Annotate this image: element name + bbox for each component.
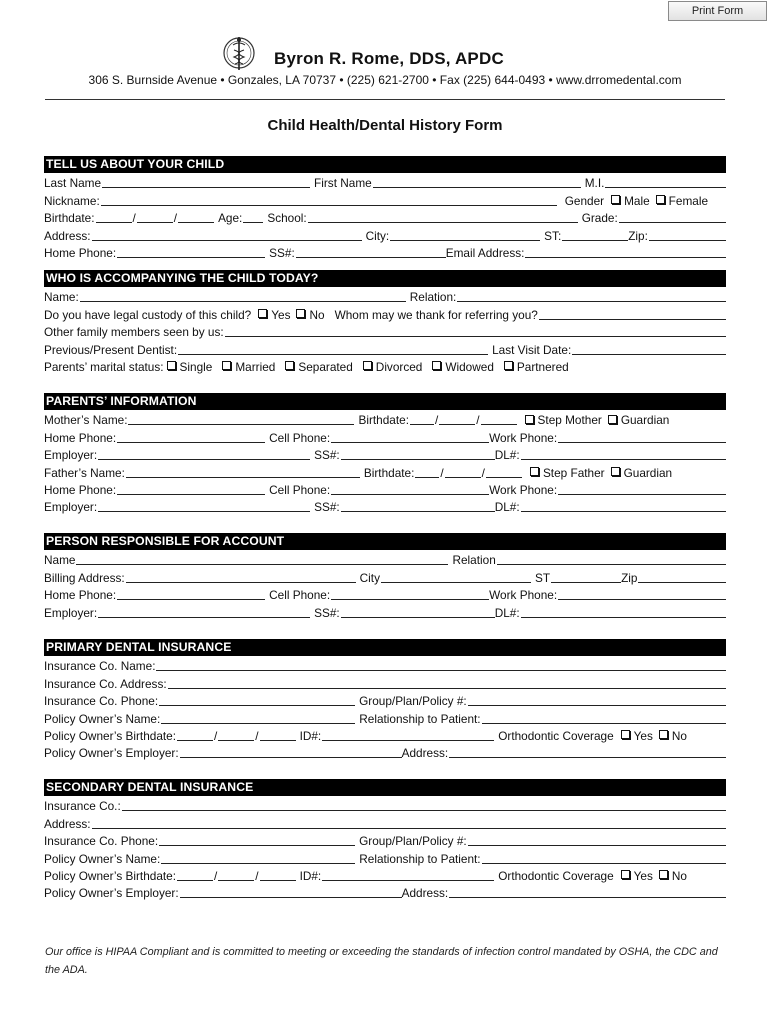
secondary-owner-employer-field[interactable]	[180, 886, 402, 898]
responsible-relation-field[interactable]	[497, 553, 726, 565]
label-secondary-relationship: Relationship to Patient:	[359, 851, 481, 866]
label-father-home-phone: Home Phone:	[44, 482, 117, 497]
label-city: City:	[365, 228, 390, 243]
primary-address-field[interactable]	[449, 746, 726, 758]
father-birth-year-field[interactable]	[486, 466, 522, 478]
label-primary-ins-phone: Insurance Co. Phone:	[44, 694, 159, 709]
section-responsible	[44, 533, 726, 620]
primary-owner-name-field[interactable]	[161, 712, 355, 724]
label-mi: M.I.	[584, 176, 605, 191]
label-mother-work-phone: Work Phone:	[489, 430, 558, 445]
nickname-field[interactable]	[101, 194, 557, 206]
checkbox-divorced[interactable]	[363, 361, 372, 370]
label-primary-relationship: Relationship to Patient:	[359, 711, 481, 726]
checkbox-male[interactable]	[611, 195, 620, 204]
label-no: No	[671, 728, 687, 743]
section-heading: SECONDARY DENTAL INSURANCE	[44, 779, 726, 796]
label-billing-zip: Zip	[621, 570, 638, 585]
label-responsible-cell-phone: Cell Phone:	[269, 588, 331, 603]
section-heading: PERSON RESPONSIBLE FOR ACCOUNT	[44, 533, 726, 550]
label-step-mother: Step Mother	[537, 413, 602, 428]
label-primary-owner-employer: Policy Owner’s Employer:	[44, 746, 179, 761]
secondary-owner-birth-year[interactable]	[260, 869, 296, 881]
label-single: Single	[179, 359, 213, 374]
checkbox-married[interactable]	[222, 361, 231, 370]
father-employer-field[interactable]	[98, 500, 310, 512]
responsible-name-field[interactable]	[76, 553, 448, 565]
father-name-field[interactable]	[126, 466, 360, 478]
label-birthdate: Birthdate:	[44, 211, 95, 226]
label-secondary-owner-birthdate: Policy Owner’s Birthdate:	[44, 868, 177, 883]
birth-year-field[interactable]	[178, 211, 214, 223]
label-secondary-group: Group/Plan/Policy #:	[359, 834, 467, 849]
label-primary-address: Address:	[401, 746, 449, 761]
section-secondary-insurance: SECONDARY DENTAL INSURANCE Insurance Co.: Address: Insurance Co. Phone: Group/Plan/Policy #: Policy Owner’s Name: Relationship to Patient: Policy Owner’s Birthdate: / / ID#: Orthodontic Coverage Yes No Policy Owner’s Employer: Address:	[44, 779, 726, 900]
primary-owner-employer-field[interactable]	[180, 746, 402, 758]
label-female: Female	[668, 193, 709, 208]
label-father-work-phone: Work Phone:	[489, 482, 558, 497]
hipaa-notice: Our office is HIPAA Compliant and is committed to meeting or exceeding the standards of infection control mandated by OSHA, the CDC and the ADA.	[45, 946, 718, 976]
label-mother-name: Mother’s Name:	[44, 413, 128, 428]
billing-city-field[interactable]	[381, 571, 531, 583]
label-custody: Do you have legal custody of this child?	[44, 307, 252, 322]
label-referral: Whom may we thank for referring you?	[334, 307, 538, 322]
label-widowed: Widowed	[445, 359, 494, 374]
label-male: Male	[624, 193, 650, 208]
label-partnered: Partnered	[516, 359, 569, 374]
label-mother-ss: SS#:	[314, 448, 340, 463]
checkbox-widowed[interactable]	[432, 361, 441, 370]
billing-zip-field[interactable]	[638, 571, 726, 583]
section-heading: PARENTS’ INFORMATION	[44, 393, 726, 410]
grade-field[interactable]	[619, 211, 726, 223]
primary-ins-phone-field[interactable]	[159, 694, 355, 706]
school-field[interactable]	[308, 211, 578, 223]
checkbox-mother-guardian[interactable]	[608, 415, 617, 424]
father-work-phone-field[interactable]	[558, 483, 726, 495]
label-married: Married	[235, 359, 276, 374]
responsible-dl-field[interactable]	[521, 606, 726, 618]
primary-group-field[interactable]	[468, 694, 726, 706]
father-dl-field[interactable]	[521, 500, 726, 512]
responsible-cell-phone-field[interactable]	[331, 588, 489, 600]
checkbox-secondary-ortho-yes[interactable]	[621, 870, 630, 879]
email-field[interactable]	[525, 246, 726, 258]
birth-day-field[interactable]	[137, 211, 173, 223]
checkbox-step-mother[interactable]	[525, 415, 534, 424]
checkbox-primary-ortho-yes[interactable]	[621, 730, 630, 739]
previous-dentist-field[interactable]	[178, 343, 488, 355]
city-field[interactable]	[390, 229, 540, 241]
label-primary-owner-birthdate: Policy Owner’s Birthdate:	[44, 728, 177, 743]
primary-id-field[interactable]	[322, 729, 494, 741]
responsible-work-phone-field[interactable]	[558, 588, 726, 600]
label-yes: Yes	[633, 868, 653, 883]
checkbox-partnered[interactable]	[504, 361, 513, 370]
accompany-name-field[interactable]	[80, 290, 406, 302]
label-home-phone: Home Phone:	[44, 245, 117, 260]
label-secondary-owner-name: Policy Owner’s Name:	[44, 851, 161, 866]
label-secondary-ins-address: Address:	[44, 816, 91, 831]
label-primary-ortho: Orthodontic Coverage	[498, 728, 614, 743]
home-phone-field[interactable]	[117, 246, 265, 258]
other-family-field[interactable]	[225, 325, 726, 337]
label-responsible-ss: SS#:	[314, 605, 340, 620]
checkbox-female[interactable]	[656, 195, 665, 204]
label-responsible-work-phone: Work Phone:	[489, 588, 558, 603]
mother-ss-field[interactable]	[341, 448, 495, 460]
label-name: Name:	[44, 290, 79, 305]
label-responsible-employer: Employer:	[44, 605, 98, 620]
label-primary-owner-name: Policy Owner’s Name:	[44, 711, 161, 726]
label-responsible-home-phone: Home Phone:	[44, 588, 117, 603]
label-primary-ins-address: Insurance Co. Address:	[44, 676, 167, 691]
label-ss: SS#:	[269, 245, 295, 260]
label-nickname: Nickname:	[44, 193, 100, 208]
secondary-group-field[interactable]	[468, 834, 726, 846]
label-gender: Gender	[564, 193, 605, 208]
secondary-relationship-field[interactable]	[482, 852, 726, 864]
label-school: School:	[267, 211, 307, 226]
label-marital-status: Parents’ marital status:	[44, 359, 164, 374]
label-secondary-ins-co: Insurance Co.:	[44, 799, 121, 814]
primary-owner-birth-year[interactable]	[260, 729, 296, 741]
label-father-employer: Employer:	[44, 500, 98, 515]
caduceus-logo-icon	[222, 33, 256, 73]
father-home-phone-field[interactable]	[117, 483, 265, 495]
primary-owner-birth-day[interactable]	[218, 729, 254, 741]
referral-field[interactable]	[539, 308, 726, 320]
label-yes: Yes	[271, 307, 291, 322]
checkbox-custody-yes[interactable]	[258, 309, 267, 318]
mi-field[interactable]	[605, 176, 726, 188]
checkbox-custody-no[interactable]	[296, 309, 305, 318]
print-form-button[interactable]: Print Form	[668, 1, 767, 21]
birth-month-field[interactable]	[96, 211, 132, 223]
primary-relationship-field[interactable]	[482, 712, 726, 724]
father-birth-day-field[interactable]	[445, 466, 481, 478]
label-zip: Zip:	[628, 228, 648, 243]
primary-ins-name-field[interactable]	[156, 659, 726, 671]
checkbox-father-guardian[interactable]	[611, 467, 620, 476]
label-billing-city: City	[359, 570, 380, 585]
section-heading: WHO IS ACCOMPANYING THE CHILD TODAY?	[44, 270, 726, 287]
secondary-address-field[interactable]	[449, 886, 726, 898]
label-father-ss: SS#:	[314, 500, 340, 515]
label-st: ST:	[544, 228, 562, 243]
primary-ins-address-field[interactable]	[168, 677, 726, 689]
label-separated: Separated	[298, 359, 353, 374]
label-previous-dentist: Previous/Present Dentist:	[44, 342, 178, 357]
label-address: Address:	[44, 228, 91, 243]
label-secondary-id: ID#:	[299, 868, 322, 883]
mother-home-phone-field[interactable]	[117, 431, 265, 443]
label-billing-address: Billing Address:	[44, 570, 125, 585]
secondary-ins-co-field[interactable]	[122, 799, 726, 811]
secondary-owner-birth-day[interactable]	[218, 869, 254, 881]
checkbox-single[interactable]	[167, 361, 176, 370]
checkbox-separated[interactable]	[285, 361, 294, 370]
billing-state-field[interactable]	[551, 571, 621, 583]
label-father-name: Father’s Name:	[44, 465, 125, 480]
section-parents: PARENTS’ INFORMATION Mother’s Name: Birthdate: / / Step Mother Guardian Home Phone: Cell Phone: Work Phone: Employer: SS#: DL#: Father’s Name: Birthdate: / / Step Father Guardian Home Phone: Cell Phone: Work Phone: Employer: SS#: DL#:	[44, 393, 726, 514]
label-secondary-address: Address:	[401, 886, 449, 901]
label-guardian: Guardian	[623, 465, 673, 480]
label-primary-id: ID#:	[299, 728, 322, 743]
last-name-field[interactable]	[102, 176, 310, 188]
label-guardian: Guardian	[620, 413, 670, 428]
label-secondary-owner-employer: Policy Owner’s Employer:	[44, 886, 179, 901]
label-other-family: Other family members seen by us:	[44, 325, 224, 340]
mother-birth-month-field[interactable]	[410, 413, 434, 425]
checkbox-secondary-ortho-no[interactable]	[659, 870, 668, 879]
mother-name-field[interactable]	[128, 413, 354, 425]
secondary-ins-address-field[interactable]	[92, 817, 726, 829]
label-billing-st: ST	[534, 570, 551, 585]
age-field[interactable]	[243, 211, 263, 223]
label-last-visit: Last Visit Date:	[492, 342, 572, 357]
father-birth-month-field[interactable]	[415, 466, 439, 478]
label-father-dl: DL#:	[494, 500, 520, 515]
label-first-name: First Name	[314, 176, 372, 191]
first-name-field[interactable]	[373, 176, 581, 188]
label-secondary-ins-phone: Insurance Co. Phone:	[44, 834, 159, 849]
practice-contact: 306 S. Burnside Avenue • Gonzales, LA 70737 • (225) 621-2700 • Fax (225) 644-0493 • www.drromedental.com	[88, 73, 682, 87]
checkbox-primary-ortho-no[interactable]	[659, 730, 668, 739]
form-title: Child Health/Dental History Form	[267, 117, 503, 134]
label-yes: Yes	[633, 728, 653, 743]
label-email: Email Address:	[445, 245, 525, 260]
label-mother-cell-phone: Cell Phone:	[269, 430, 331, 445]
label-mother-birthdate: Birthdate:	[358, 413, 409, 428]
section-child: TELL US ABOUT YOUR CHILD Last Name First Name M.I. Nickname: Gender Male Female Birthdate: / / Age: School: Grade: Address: City: ST: Zip: Home Phone: SS#: Email Address:	[44, 156, 726, 260]
father-cell-phone-field[interactable]	[331, 483, 489, 495]
secondary-ins-phone-field[interactable]	[159, 834, 355, 846]
label-grade: Grade:	[581, 211, 618, 226]
mother-work-phone-field[interactable]	[558, 431, 726, 443]
label-last-name: Last Name	[44, 176, 102, 191]
section-heading: TELL US ABOUT YOUR CHILD	[44, 156, 726, 173]
label-father-birthdate: Birthdate:	[363, 465, 415, 480]
section-heading: PRIMARY DENTAL INSURANCE	[44, 639, 726, 656]
secondary-owner-name-field[interactable]	[161, 852, 355, 864]
label-father-cell-phone: Cell Phone:	[269, 482, 331, 497]
section-primary-insurance: PRIMARY DENTAL INSURANCE Insurance Co. Name: Insurance Co. Address: Insurance Co. Phone: Group/Plan/Policy #: Policy Owner’s Name: Relationship to Patient: Policy Owner’s Birthdate: / / ID#: Orthodontic Coverage Yes No Policy Owner’s Employer: Address:	[44, 639, 726, 760]
secondary-id-field[interactable]	[322, 869, 494, 881]
label-primary-ins-name: Insurance Co. Name:	[44, 659, 156, 674]
label-no: No	[671, 868, 687, 883]
checkbox-step-father[interactable]	[530, 467, 539, 476]
ss-field[interactable]	[296, 246, 446, 258]
label-mother-home-phone: Home Phone:	[44, 430, 117, 445]
header-divider	[45, 99, 725, 100]
label-responsible-relation: Relation	[452, 553, 496, 568]
secondary-owner-birth-month[interactable]	[177, 869, 213, 881]
label-age: Age:	[218, 211, 243, 226]
accompany-relation-field[interactable]	[457, 290, 726, 302]
mother-birth-day-field[interactable]	[439, 413, 475, 425]
mother-cell-phone-field[interactable]	[331, 431, 489, 443]
mother-dl-field[interactable]	[521, 448, 726, 460]
responsible-ss-field[interactable]	[341, 606, 495, 618]
label-mother-employer: Employer:	[44, 448, 98, 463]
label-relation: Relation:	[409, 290, 457, 305]
label-divorced: Divorced	[375, 359, 423, 374]
last-visit-field[interactable]	[572, 343, 726, 355]
state-field[interactable]	[562, 229, 628, 241]
mother-employer-field[interactable]	[98, 448, 310, 460]
label-responsible-dl: DL#:	[494, 605, 520, 620]
section-accompanying	[44, 270, 726, 374]
label-no: No	[309, 307, 325, 322]
primary-owner-birth-month[interactable]	[177, 729, 213, 741]
label-primary-group: Group/Plan/Policy #:	[359, 694, 467, 709]
father-ss-field[interactable]	[341, 500, 495, 512]
address-field[interactable]	[92, 229, 362, 241]
label-mother-dl: DL#:	[494, 448, 520, 463]
zip-field[interactable]	[649, 229, 726, 241]
label-responsible-name: Name	[44, 553, 76, 568]
label-secondary-ortho: Orthodontic Coverage	[498, 868, 614, 883]
label-step-father: Step Father	[542, 465, 605, 480]
responsible-employer-field[interactable]	[98, 606, 310, 618]
responsible-home-phone-field[interactable]	[117, 588, 265, 600]
billing-address-field[interactable]	[126, 571, 356, 583]
mother-birth-year-field[interactable]	[481, 413, 517, 425]
practice-name: Byron R. Rome, DDS, APDC	[274, 49, 504, 68]
